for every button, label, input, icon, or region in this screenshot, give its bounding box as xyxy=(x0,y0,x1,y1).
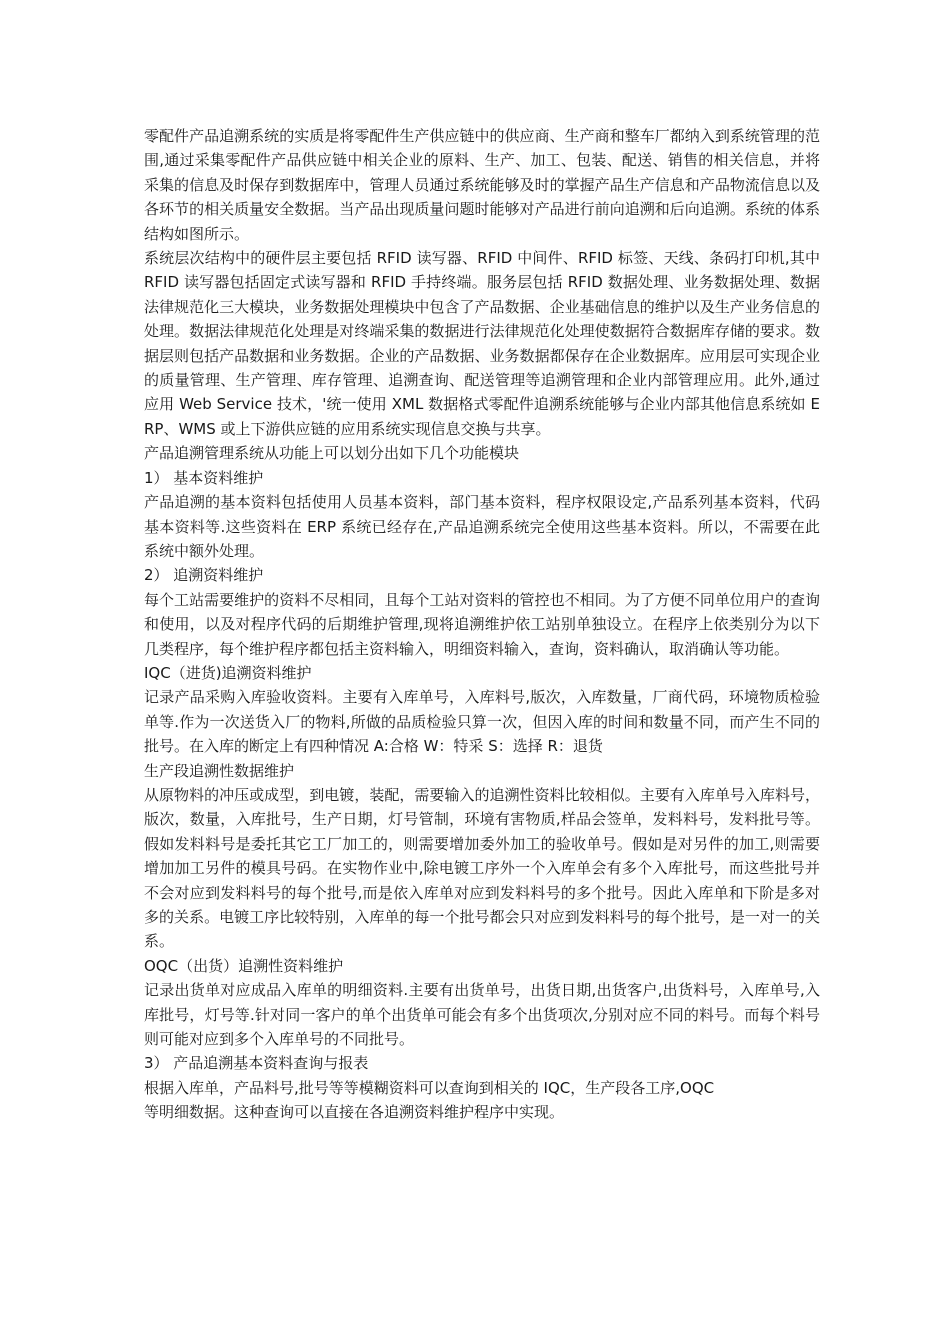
paragraph-query-report-1: 根据入库单，产品料号,批号等等模糊资料可以查询到相关的 IQC，生产段各工序,OQC xyxy=(144,1078,715,1097)
paragraph-oqc: 记录出货单对应成品入库单的明细资料.主要有出货单号，出货日期,出货客户,出货料号，入库单号,入库批号，灯号等.针对同一客户的单个出货单可能会有多个出货项次,分别对应不同的料号。而每个料号则可能对应到多个入库单号的不同批号。 xyxy=(144,981,820,1049)
document-page xyxy=(144,124,820,1125)
heading-production: 生产段追溯性数据维护 xyxy=(144,761,295,780)
paragraph-architecture: 系统层次结构中的硬件层主要包括 RFID 读写器、RFID 中间件、RFID 标签、天线、条码打印机,其中 RFID 读写器包括固定式读写器和 RFID 手持终端。服务层包括 RFID 数据处理、业务数据处理、数据法律规范化三大模块，业务数据处理模块中包含了产品数据、企业基础信息的维护以及生产业务信息的处理。数据法律规范化处理是对终端采集的数据进行法律规范化处理使数据符合数据库存储的要求。数据层则包括产品数据和业务数据。企业的产品数据、业务数据都保存在企业数据库。应用层可实现企业的质量管理、生产管理、库存管理、追溯查询、配送管理等追溯管理和企业内部管理应用。此外,通过应用 Web Service 技术，'统一使用 XML 数据格式零配件追溯系统能够与企业内部其他信息系统如 ERP、WMS 或上下游供应链的应用系统实现信息交换与共享。 xyxy=(144,249,820,438)
heading-trace-data: 2） 追溯资料维护 xyxy=(144,566,264,585)
paragraph-iqc: 记录产品采购入库验收资料。主要有入库单号，入库料号,版次，入库数量，厂商代码，环境物质检验单等.作为一次送货入厂的物料,所做的品质检验只算一次，但因入库的时间和数量不同，而产生不同的批号。在入库的断定上有四种情况 A:合格 W：特采 S：选择 R：退货 xyxy=(144,688,820,756)
heading-basic-data: 1） 基本资料维护 xyxy=(144,468,264,487)
heading-iqc: IQC（进货)追溯资料维护 xyxy=(144,663,312,682)
heading-query-report: 3） 产品追溯基本资料查询与报表 xyxy=(144,1054,369,1073)
paragraph-production: 从原物料的冲压或成型，到电镀，装配，需要输入的追溯性资料比较相似。主要有入库单号入库料号，版次，数量，入库批号，生产日期，灯号管制，环境有害物质,样品会签单，发料料号，发料批号等。假如发料料号是委托其它工厂加工的，则需要增加委外加工的验收单号。假如是对另件的加工,则需要增加加工另件的模具号码。在实物作业中,除电镀工序外一个入库单会有多个入库批号，而这些批号并不会对应到发料料号的每个批号,而是依入库单对应到发料料号的多个批号。因此入库单和下阶是多对多的关系。电镀工序比较特别，入库单的每一个批号都会只对应到发料料号的每个批号，是一对一的关系。 xyxy=(144,785,820,951)
paragraph-query-report-2: 等明细数据。这种查询可以直接在各追溯资料维护程序中实现。 xyxy=(144,1103,565,1122)
paragraph-trace-data: 每个工站需要维护的资料不尽相同，且每个工站对资料的管控也不相同。为了方便不同单位用户的查询和使用，以及对程序代码的后期维护管理,现将追溯维护依工站别单独设立。在程序上依类别分为以下几类程序，每个维护程序都包括主资料输入，明细资料输入，查询，资料确认，取消确认等功能。 xyxy=(144,590,820,658)
paragraph-basic-data: 产品追溯的基本资料包括使用人员基本资料，部门基本资料，程序权限设定,产品系列基本资料，代码基本资料等.这些资料在 ERP 系统已经存在,产品追溯系统完全使用这些基本资料。所以，不需要在此系统中额外处理。 xyxy=(144,493,820,560)
heading-oqc: OQC（出货）追溯性资料维护 xyxy=(144,956,344,975)
paragraph-intro: 零配件产品追溯系统的实质是将零配件生产供应链中的供应商、生产商和整车厂都纳入到系统管理的范围,通过采集零配件产品供应链中相关企业的原料、生产、加工、包装、配送、销售的相关信息，并将采集的信息及时保存到数据库中，管理人员通过系统能够及时的掌握产品生产信息和产品物流信息以及各环节的相关质量安全数据。当产品出现质量问题时能够对产品进行前向追溯和后向追溯。系统的体系结构如图所示。 xyxy=(144,127,820,243)
paragraph-modules-intro: 产品追溯管理系统从功能上可以划分出如下几个功能模块 xyxy=(144,444,520,463)
